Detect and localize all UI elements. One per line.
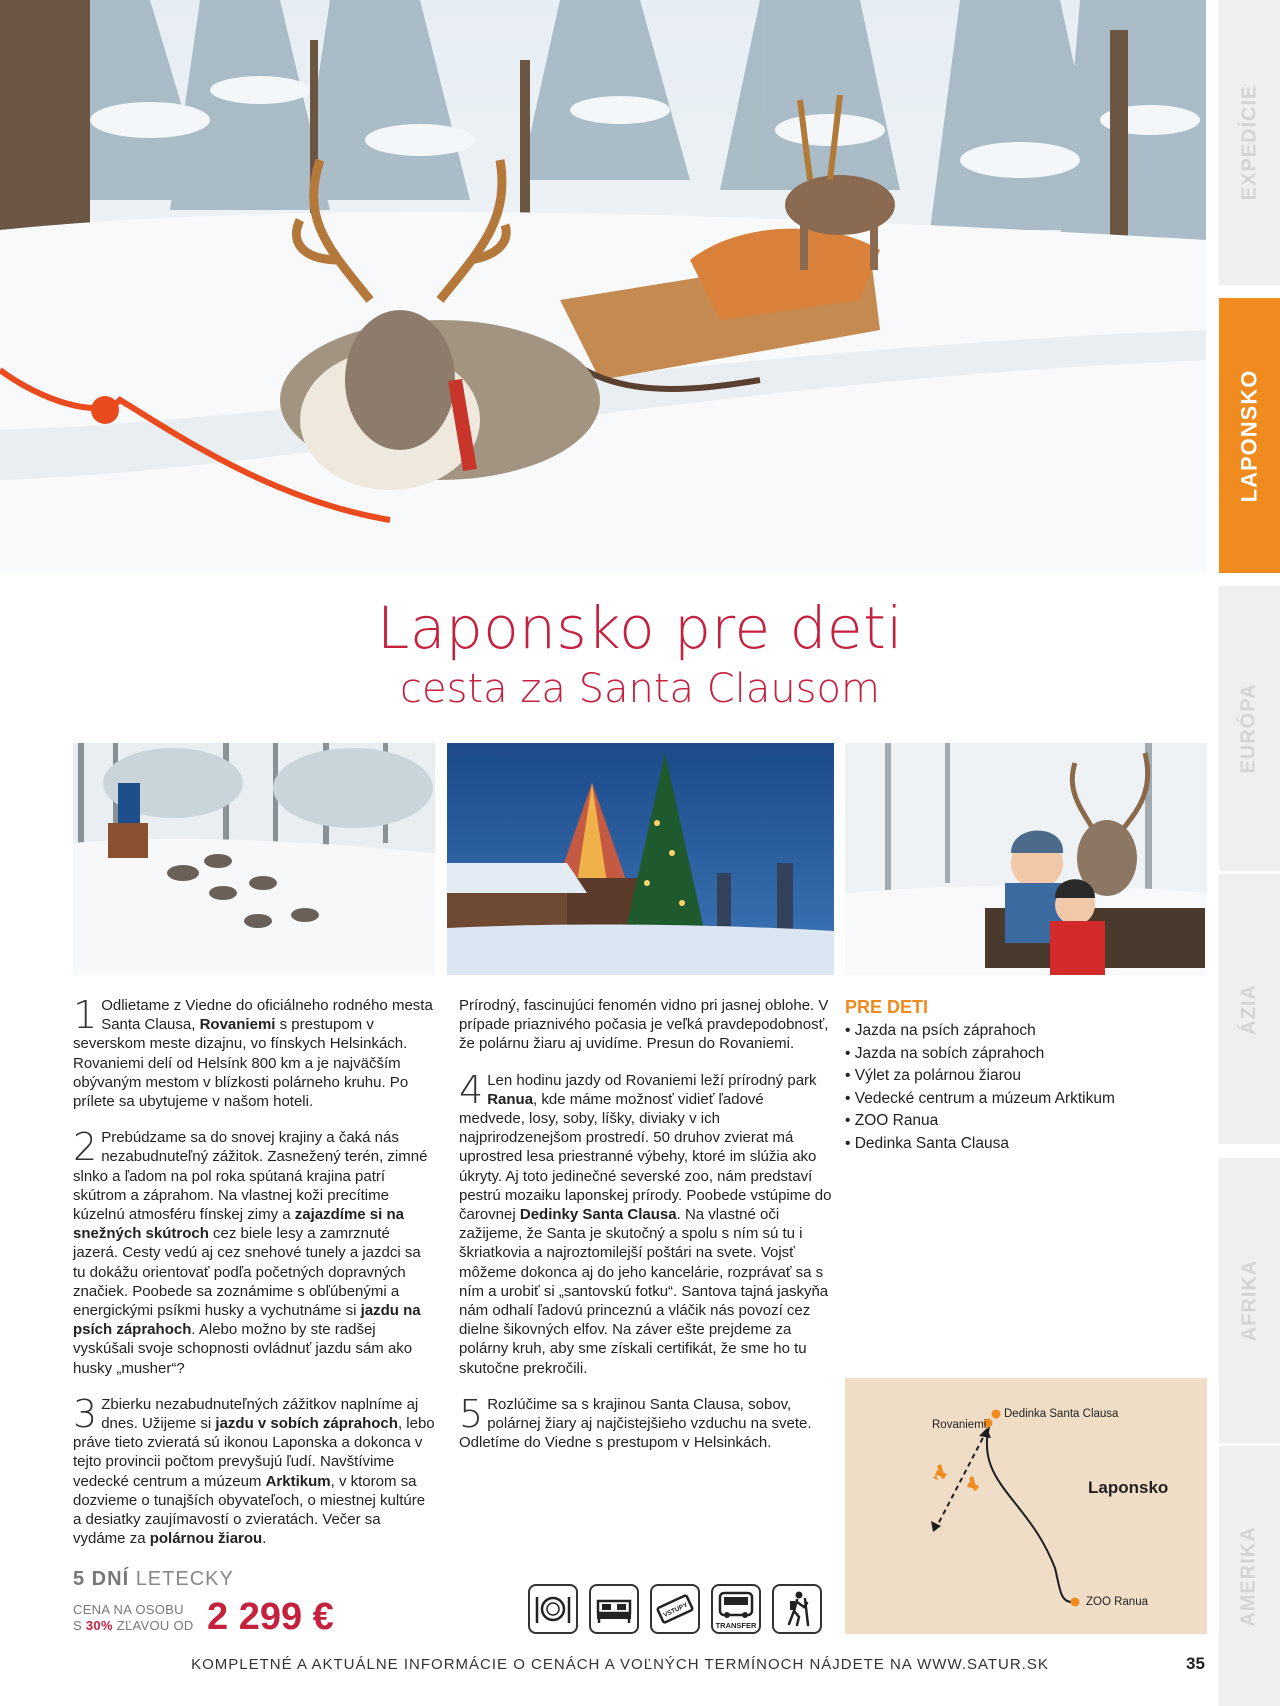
- highlight: Rovaniemi: [199, 1016, 276, 1034]
- tab-label: ÁZIA: [1237, 983, 1260, 1035]
- text: ZĽAVOU OD: [112, 1618, 194, 1633]
- map-label-santa-village: Dedinka Santa Clausa: [1004, 1408, 1119, 1420]
- children-reindeer-photo: [845, 743, 1207, 975]
- tab-amerika[interactable]: [1219, 1446, 1280, 1706]
- text: Rozlúčime sa s krajinou Santa Clausa, sobov, polárnej žiary aj najčistejšieho vzduchu na svete. Odletíme do Viedne s prestupom v Helsinkách.: [459, 1395, 812, 1452]
- trip-duration: [73, 1568, 234, 1591]
- price-label-line1: CENA NA OSOBU: [73, 1602, 184, 1617]
- text: . Alebo možno by ste radšej vyskúšali svoje schopnosti ovládnuť jazdu sám ako husky „musher“?: [73, 1321, 413, 1377]
- day-number: 4: [459, 1067, 484, 1112]
- highlight: jazdu na psích záprahoch: [73, 1302, 421, 1339]
- list-item: • Vedecké centrum a múzeum Arktikum: [845, 1089, 1115, 1107]
- tab-label: EXPEDÍCIE: [1238, 84, 1261, 201]
- discount-percent: 30%: [85, 1618, 113, 1633]
- text: , v ktorom sa dozvieme o tunajších obyvateľoch, o miestnej kultúre a desiatky zaujímavostí o zvieratách. Večer sa vydáme za: [73, 1472, 426, 1548]
- day-4-paragraph: [459, 1067, 833, 1378]
- list-item: • Jazda na sobích záprahoch: [845, 1044, 1045, 1062]
- transfer-label: TRANSFER: [715, 1621, 757, 1630]
- tab-expedicie[interactable]: [1219, 0, 1280, 285]
- tab-label: LAPONSKO: [1236, 369, 1262, 502]
- page-title-block: [300, 594, 980, 716]
- for-kids-list: [845, 1020, 1207, 1155]
- airplane-icon: [933, 1464, 979, 1491]
- day-3-paragraph: [73, 1391, 435, 1549]
- tab-label: EURÓPA: [1238, 683, 1260, 774]
- day-1-paragraph: [73, 993, 435, 1111]
- page-subtitle: cesta za Santa Clausom: [400, 666, 880, 712]
- map-region-label: Laponsko: [1088, 1478, 1169, 1497]
- tab-label: AFRIKA: [1238, 1259, 1261, 1342]
- text: Len hodinu jazdy od Rovaniemi leží prírodný park: [487, 1071, 817, 1089]
- duration-number: 5 DNÍ: [73, 1568, 130, 1590]
- itinerary-column-2: [459, 996, 833, 1469]
- page-title: Laponsko pre deti: [377, 594, 903, 662]
- text: Prebúdzame sa do snovej krajiny a čaká nás nezabudnuteľný zážitok. Zasnežený terén, zimné slnko a ľadom na pol roka spútaná krajina patrí skútrom a záprahom. Na vlastnej koži precítime kúzelnú atmosféru fínskej zimy a: [73, 1129, 428, 1224]
- price-label-line2: [73, 1618, 213, 1634]
- list-item: • Dedinka Santa Clausa: [845, 1134, 1009, 1152]
- day-number: 5: [459, 1391, 484, 1436]
- bus-icon: [711, 1584, 761, 1634]
- bed-icon: [589, 1584, 639, 1634]
- santa-village-dot: [992, 1410, 1001, 1419]
- itinerary-column-1: [73, 993, 435, 1565]
- price-value: 2 299 €: [207, 1596, 334, 1638]
- ticket-label: VSTUPY: [662, 1601, 689, 1620]
- hiker-icon: [772, 1584, 822, 1634]
- page-number: 35: [1186, 1654, 1205, 1673]
- text: Zbierku nezabudnuteľných zážitkov naplníme aj dnes. Užijeme si: [101, 1395, 419, 1433]
- text: cez biele lesy a zamrznuté jazerá. Cesty vedú aj cez snehové tunely a jazdci sa tu dokážu orientovať podľa početných dopravných značiek. Poobede sa zoznámime s obľúbenými a energickými psíkmi husky a vychutnáme si: [73, 1225, 421, 1320]
- tab-label: AMERIKA: [1238, 1525, 1260, 1627]
- text: Prírodný, fascinujúci fenomén vidno pri jasnej oblohe. V prípade priaznivého počasia je veľká pravdepodobnosť, že polárnu žiaru aj uvidíme. Presun do Rovaniemi.: [459, 997, 829, 1053]
- text: , lebo práve tieto zvieratá sú ikonou Laponska a dokonca v tejto provincii počtom prevyšujú ľudí. Navštívime vedecké centrum a múzeum: [73, 1415, 435, 1490]
- section-tabs: [1219, 0, 1280, 1706]
- highlight: polárnou žiarou: [149, 1530, 263, 1548]
- highlight: jazdu v sobích záprahoch: [215, 1415, 398, 1433]
- day-number: 2: [73, 1125, 98, 1170]
- footer-info: KOMPLETNÉ A AKTUÁLNE INFORMÁCIE O CENÁCH A VOĽNÝCH TERMÍNOCH NÁJDETE NA WWW.SATUR.SK: [191, 1656, 1049, 1673]
- text: Odlietame z Viedne do oficiálneho rodného mesta Santa Clausa,: [101, 997, 433, 1034]
- text: .: [262, 1530, 267, 1548]
- tab-europa[interactable]: [1219, 586, 1280, 871]
- highlight: zajazdíme si na snežných skútroch: [73, 1206, 404, 1243]
- text: . Na vlastné oči zažijeme, že Santa je skutočný a spolu s ním sú tu i škriatkovia a najroztomilejší poštári na svete. Vojsť môžeme dokonca aj do jeho kancelárie, rozprávať sa s ním a urobiť si „santovskú fotku“. Santova tajná jaskyňa nám odhalí ľadovú princeznú a vláčik nás povozí cez dielne šikovných elfov. Na záver ešte prejdeme za polárny kruh, aby sme získali certifikát, že sme ho tu skutočne prekročili.: [459, 1206, 829, 1377]
- ticket-icon: [650, 1584, 700, 1634]
- list-item: • Jazda na psích záprahoch: [845, 1022, 1036, 1039]
- tab-laponsko[interactable]: [1219, 298, 1280, 573]
- day-number: 3: [73, 1391, 98, 1436]
- tab-azia[interactable]: [1219, 874, 1280, 1144]
- price-label: [73, 1602, 213, 1634]
- map-label-ranua: ZOO Ranua: [1086, 1596, 1148, 1608]
- list-item: • ZOO Ranua: [845, 1112, 939, 1129]
- map-label-rovaniemi: Rovaniemi: [932, 1419, 987, 1431]
- day-3-continued: [459, 996, 833, 1054]
- service-icons: [528, 1584, 822, 1634]
- text: s prestupom v severskom meste dizajnu, vo fínskych Helsinkách. Rovaniemi delí od Helsínk 800 km a je najväčším obývaným mestom v blízkosti polárneho kruhu. Po prílete sa ubytujeme v našom hoteli.: [73, 1016, 409, 1111]
- husky-sled-photo: [73, 743, 435, 975]
- duration-type: LETECKY: [135, 1568, 234, 1590]
- highlight: Arktikum: [265, 1472, 331, 1490]
- santa-claus-village-photo: [447, 743, 834, 975]
- tab-afrika[interactable]: [1219, 1158, 1280, 1443]
- list-item: • Výlet za polárnou žiarou: [845, 1067, 1022, 1084]
- plate-cutlery-icon: [528, 1584, 578, 1634]
- day-5-paragraph: [459, 1391, 833, 1453]
- route-line: [987, 1423, 1073, 1602]
- flight-path: [935, 1430, 987, 1530]
- text: S: [73, 1618, 86, 1633]
- for-kids-box: [845, 997, 1207, 1155]
- highlight: Ranua: [487, 1090, 534, 1108]
- hero-photo: [0, 0, 1206, 572]
- route-map: [845, 1378, 1207, 1634]
- day-2-paragraph: [73, 1125, 435, 1378]
- text: , kde máme možnosť vidieť ľadové medvede, losy, soby, líšky, diviaky v ich najprirodzenejšom prostredí. 50 druhov zvierat má uprostred lesa priestranné výbehy, ktoré im slúžia ako úkryty. Aj toto jedinečné severské zoo, nám predstaví pestrú mozaiku laponskej prírody. Poobede vstúpime do čarovnej: [459, 1090, 832, 1224]
- for-kids-heading: PRE DETI: [845, 997, 929, 1017]
- day-number: 1: [73, 993, 98, 1037]
- highlight: Dedinky Santa Clausa: [519, 1206, 677, 1224]
- ranua-dot: [1071, 1598, 1080, 1607]
